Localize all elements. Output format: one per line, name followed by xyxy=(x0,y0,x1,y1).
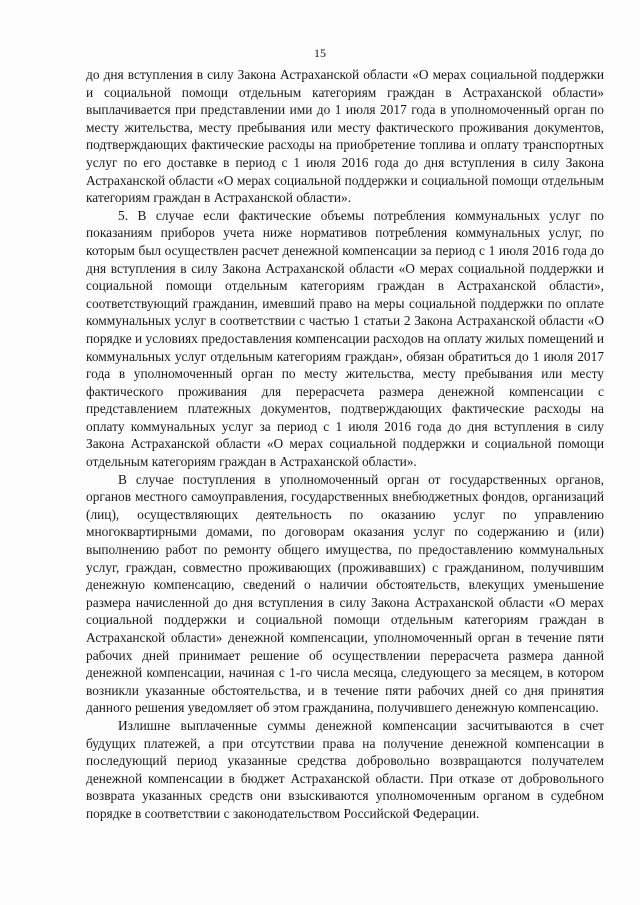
page-number: 15 xyxy=(314,46,326,60)
paragraph-continuation: до дня вступления в силу Закона Астраханской области «О мерах социальной поддержки и социальной помощи отдельным категориям граждан в Астраханской области» выплачивается при представлении ими до 1 июля 2017 года в уполномоченный орган по месту жительства, месту пребывания или месту фактического проживания документов, подтверждающих фактические расходы на приобретение топлива и оплату транспортных услуг по его доставке в период с 1 июля 2016 года до дня вступления в силу Закона Астраханской области «О мерах социальной поддержки и социальной помощи отдельным категориям граждан в Астраханской области». xyxy=(86,67,604,206)
paragraph-recalculation: В случае поступления в уполномоченный орган от государственных органов, органов местного самоуправления, государственных внебюджетных фондов, организаций (лиц), осуществляющих деятельность по оказанию услуг по управлению многоквартирными домами, по договорам оказания услуг по содержанию и (или) выполнению работ по ремонту общего имущества, по предоставлению коммунальных услуг, граждан, совместно проживающих (проживавших) с гражданином, получившим денежную компенсацию, сведений о наличии обстоятельств, влекущих уменьшение размера начисленной до дня вступления в силу Закона Астраханской области «О мерах социальной поддержки и социальной помощи отдельным категориям граждан в Астраханской области» денежной компенсации, уполномоченный орган в течение пяти рабочих дней принимает решение об осуществлении перерасчета размера данной денежной компенсации, начиная с 1-го числа месяца, следующего за месяцем, в котором возникли указанные обстоятельства, и в течение пяти рабочих дней со дня принятия данного решения уведомляет об этом гражданина, получившего денежную компенсацию. xyxy=(86,471,604,716)
document-body xyxy=(86,66,604,823)
paragraph-overpayment: Излишне выплаченные суммы денежной компенсации засчитываются в счет будущих платежей, а при отсутствии права на получение денежной компенсации в последующий период указанные средства добровольно возвращаются получателем денежной компенсации в бюджет Астраханской области. При отказе от добровольного возврата указанных средств они взыскиваются уполномоченным органом в судебном порядке в соответствии с законодательством Российской Федерации. xyxy=(86,717,604,821)
paragraph-item-5: 5. В случае если фактические объемы потребления коммунальных услуг по показаниям приборов учета ниже нормативов потребления коммунальных услуг, по которым был осуществлен расчет денежной компенсации за период с 1 июля 2016 года до дня вступления в силу Закона Астраханской области «О мерах социальной поддержки и социальной помощи отдельным категориям граждан в Астраханской области», соответствующий гражданин, имевший право на меры социальной поддержки по оплате коммунальных услуг в соответствии с частью 1 статьи 2 Закона Астраханской области «О порядке и условиях предоставления компенсации расходов на оплату жилых помещений и коммунальных услуг отдельным категориям граждан», обязан обратиться до 1 июля 2017 года в уполномоченный орган по месту жительства, месту пребывания или месту фактического проживания для перерасчета размера денежной компенсации с представлением платежных документов, подтверждающих фактические расходы на оплату коммунальных услуг за период с 1 июля 2016 года до дня вступления в силу Закона Астраханской области «О мерах социальной поддержки и социальной помощи отдельным категориям граждан в Астраханской области». xyxy=(86,207,604,470)
